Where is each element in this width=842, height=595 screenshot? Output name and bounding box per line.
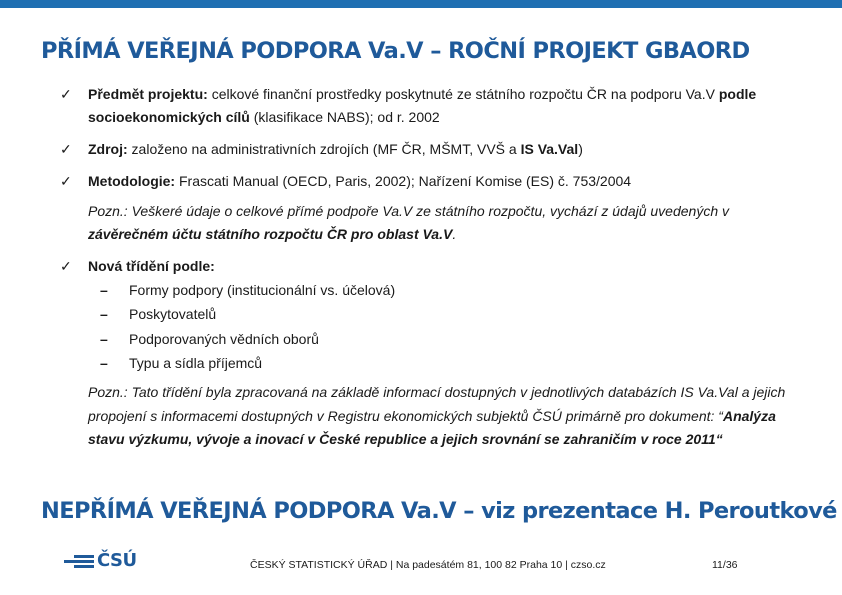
sub-item: – Formy podpory (institucionální vs. účelová) (100, 279, 395, 302)
check-icon: ✓ (60, 258, 72, 274)
page-number: 11/36 (712, 559, 738, 571)
czso-logo-text: ČSÚ (97, 550, 137, 571)
check-icon: ✓ (60, 173, 72, 189)
note-final-account: Pozn.: Veškeré údaje o celkové přímé podpoře Va.V ze státního rozpočtu, vychází z údajů uvedených v závěrečném účtu státního rozpočtu ČR pro oblast Va.V. (88, 203, 729, 242)
check-icon: ✓ (60, 141, 72, 157)
item-text: Frascati Manual (OECD, Paris, 2002); Nařízení Komise (ES) č. 753/2004 (175, 173, 632, 189)
item-text: (klasifikace NABS); od r. 2002 (249, 109, 440, 125)
item-text: ) (578, 141, 583, 157)
sub-item: – Poskytovatelů (100, 303, 216, 326)
slide-subtitle-indirect-support: NEPŘÍMÁ VEŘEJNÁ PODPORA Va.V – viz prezentace H. Peroutkové (41, 498, 837, 524)
item-label: Předmět projektu: (88, 86, 208, 102)
note-classification-source: Pozn.: Tato třídění byla zpracovaná na základě informací dostupných v jednotlivých databázích IS Va.Val a jejich propojení s informacemi dostupných v Registru ekonomických subjektů ČSÚ primárně pro dokument: “Analýza stavu výzkumu, vývoje a inovací v České republice a jejich srovnání se zahraničím v roce 2011“ (88, 384, 786, 447)
item-bold-text: podle socioekonomických cílů (88, 86, 757, 125)
top-accent-bar (0, 0, 842, 8)
footer-text: ČESKÝ STATISTICKÝ ÚŘAD | Na padesátém 81, 100 82 Praha 10 | czso.cz (250, 559, 606, 571)
item-text: založeno na administrativních zdrojích (MF ČR, MŠMT, VVŠ a (127, 141, 521, 157)
item-label: Nová třídění podle: (88, 258, 215, 274)
dash-bullet: – (100, 306, 108, 322)
item-label: Zdroj: (88, 141, 128, 157)
item-text: celkové finanční prostředky poskytnuté ze státního rozpočtu ČR na podporu Va.V (207, 86, 719, 102)
sub-item: – Podporovaných vědních oborů (100, 328, 319, 351)
dash-bullet: – (100, 282, 108, 298)
dash-bullet: – (100, 355, 108, 371)
item-bold-text: IS Va.Val (520, 141, 579, 157)
slide-title: PŘÍMÁ VEŘEJNÁ PODPORA Va.V – ROČNÍ PROJEKT GBAORD (41, 38, 750, 64)
item-label: Metodologie: (88, 173, 176, 189)
sub-item: – Typu a sídla příjemců (100, 352, 262, 375)
check-icon: ✓ (60, 86, 72, 102)
dash-bullet: – (100, 331, 108, 347)
note-bold-text: Analýza stavu výzkumu, vývoje a inovací v České republice a jejich srovnání se zahraničím v roce 2011“ (88, 407, 776, 447)
note-bold-text: závěrečném účtu státního rozpočtu ČR pro oblast Va.V (88, 226, 453, 242)
